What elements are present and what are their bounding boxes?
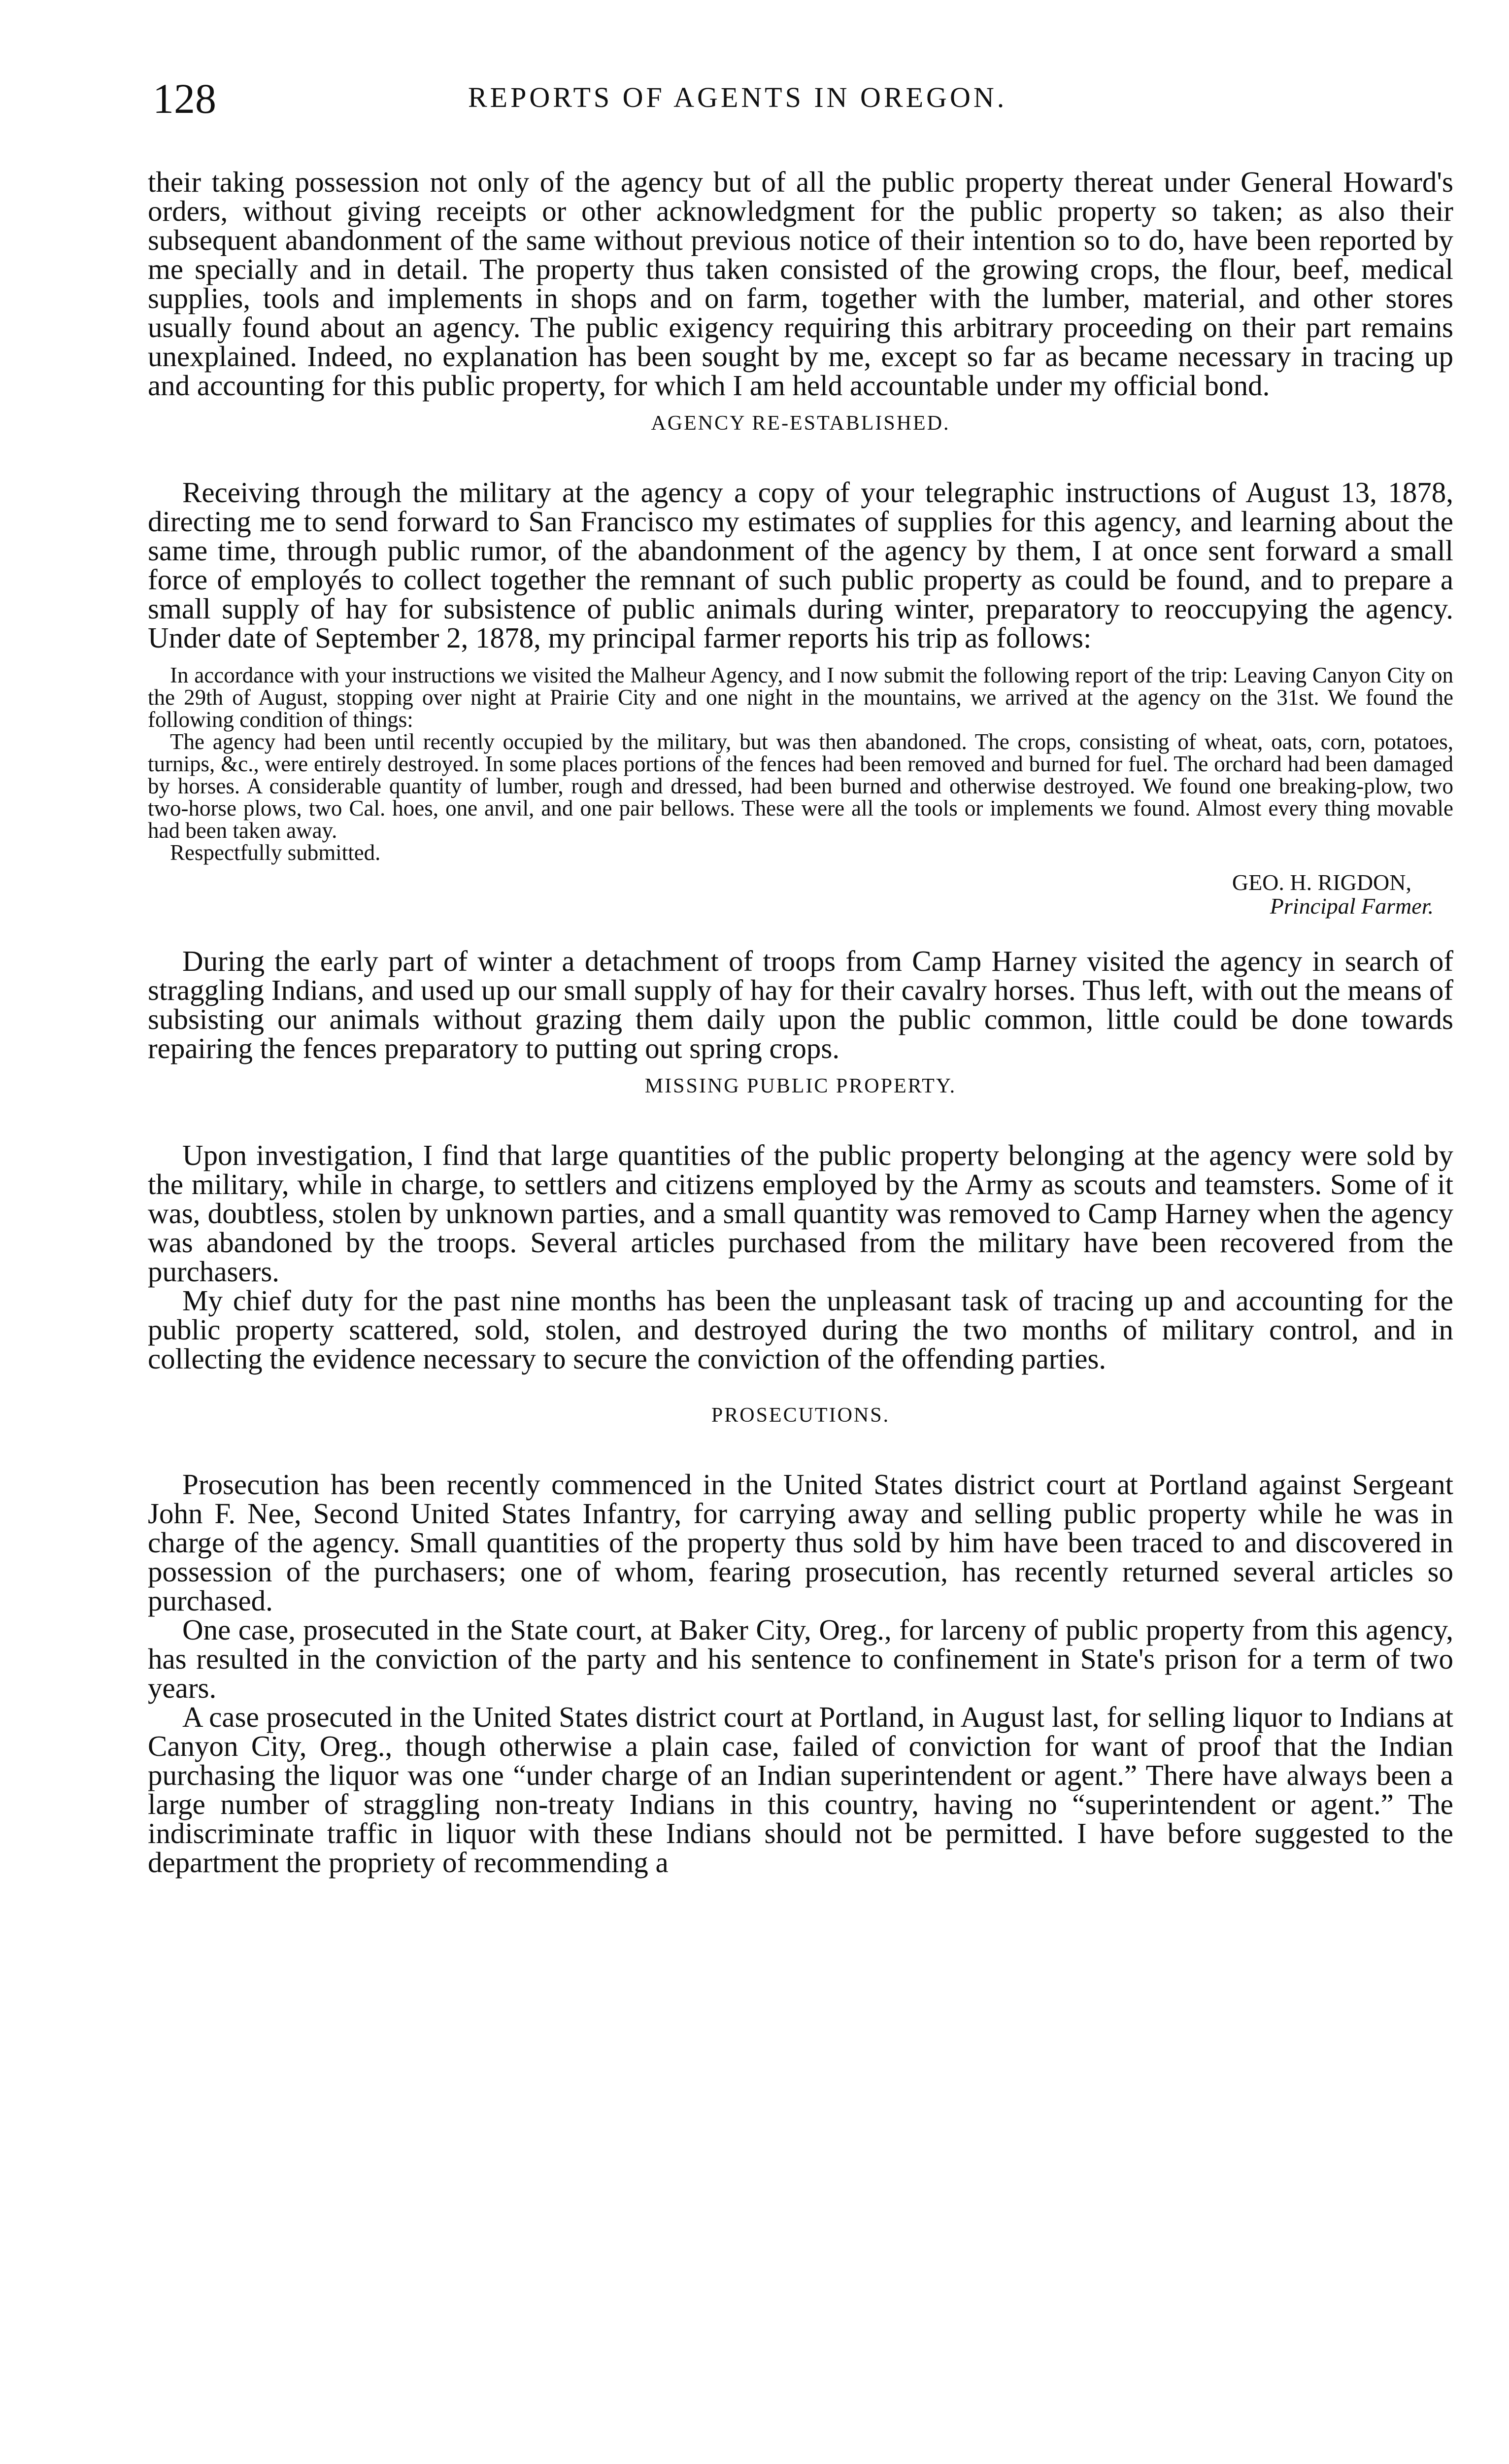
farmer-report-extract	[148, 664, 1453, 918]
report-paragraph-2: The agency had been until recently occupied by the military, but was then abandoned. The crops, consisting of wheat, oats, corn, potatoes, turnips, &c., were entirely destroyed. In some places portions of the fences had been removed and burned for fuel. The orchard had been damaged by horses. A considerable quantity of lumber, rough and dressed, had been burned and otherwise destroyed. We found one breaking-plow, two two-horse plows, two Cal. hoes, one anvil, and one pair bellows. These were all the tools or implements we found. Almost every thing movable had been taken away.	[148, 729, 1453, 843]
signature-title: Principal Farmer.	[1270, 893, 1434, 919]
prosecutions-paragraph-3: A case prosecuted in the United States district court at Portland, in August last, for selling liquor to Indians at Canyon City, Oreg., though otherwise a plain case, failed of conviction for want of proof that the Indian purchasing the liquor was one “under charge of an Indian superintendent or agent.” There have always been a large number of straggling non-treaty Indians in this country, having no “superintendent or agent.” The indiscriminate traffic in liquor with these Indians should not be permitted. I have before suggested to the department the propriety of recommending a	[148, 1701, 1453, 1879]
missing-paragraph-2: My chief duty for the past nine months has been the unpleasant task of tracing up and accounting for the public property scattered, sold, stolen, and destroyed during the two months of military control, and in collecting the evidence necessary to secure the conviction of the offending parties.	[148, 1284, 1453, 1375]
body-text	[148, 168, 1453, 1877]
intro-paragraph: their taking possession not only of the agency but of all the public property thereat under General Howard's orders, without giving receipts or other acknowledgment for the public property so taken; as also their subsequent abandonment of the same without previous notice of their intention so to do, have been reported by me specially and in detail. The property thus taken consisted of the growing crops, the flour, beef, medical supplies, tools and implements in shops and on farm, together with the lumber, material, and other stores usually found about an agency. The public exigency requiring this arbitrary proceeding on their part remains unexplained. Indeed, no explanation has been sought by me, except so far as became necessary in tracing up and accounting for this public property, for which I am held accountable under my official bond.	[148, 166, 1453, 402]
missing-paragraph-1: Upon investigation, I find that large quantities of the public property belonging at the agency were sold by the military, while in charge, to settlers and citizens employed by the Army as scouts and teamsters. Some of it was, doubtless, stolen by unknown parties, and a small quantity was removed to Camp Harney when the agency was abandoned by the troops. Several articles purchased from the military have been recovered from the purchasers.	[148, 1139, 1453, 1288]
running-head	[153, 74, 1458, 128]
prosecutions-paragraph-1: Prosecution has been recently commenced in the United States district court at Portland against Sergeant John F. Nee, Second United States Infantry, for carrying away and selling public property while he was in charge of the agency. Small quantities of the property thus sold by him have been traced to and discovered in possession of the purchasers; one of whom, fearing prosecution, has recently returned several articles so purchased.	[148, 1468, 1453, 1617]
agency-paragraph-2: During the early part of winter a detachment of troops from Camp Harney visited the agency in search of straggling Indians, and used up our small supply of hay for their cavalry horses. Thus left, with out the means of subsisting our animals without grazing them daily upon the public common, little could be done towards repairing the fences preparatory to putting out spring crops.	[148, 945, 1453, 1064]
section-heading-agency-reestablished: AGENCY RE-ESTABLISHED.	[651, 412, 950, 435]
report-signature	[148, 871, 1453, 918]
signature-name: GEO. H. RIGDON,	[1232, 870, 1411, 895]
report-closing: Respectfully submitted.	[170, 840, 381, 865]
section-heading-missing-property: MISSING PUBLIC PROPERTY.	[644, 1075, 957, 1097]
prosecutions-paragraph-2: One case, prosecuted in the State court, at Baker City, Oreg., for larceny of public property from this agency, has resulted in the conviction of the party and his sentence to confinement in State's prison for a term of two years.	[148, 1613, 1453, 1704]
page-number: 128	[153, 75, 216, 122]
agency-paragraph-1: Receiving through the military at the agency a copy of your telegraphic instructions of August 13, 1878, directing me to send forward to San Francisco my estimates of supplies for this agency, and learning about the same time, through public rumor, of the abandonment of the agency by them, I at once sent forward a small force of employés to collect together the remnant of such public property as could be found, and to prepare a small supply of hay for subsistence of public animals during winter, preparatory to reoccupying the agency. Under date of September 2, 1878, my principal farmer reports his trip as follows:	[148, 476, 1453, 654]
report-paragraph-1: In accordance with your instructions we visited the Malheur Agency, and I now submit the following report of the trip: Leaving Canyon City on the 29th of August, stopping over night at Prairie City and one night in the mountains, we arrived at the agency on the 31st. We found the following condition of things:	[148, 663, 1453, 732]
section-heading-prosecutions: PROSECUTIONS.	[711, 1404, 890, 1427]
running-title: REPORTS OF AGENTS IN OREGON.	[468, 81, 1007, 113]
